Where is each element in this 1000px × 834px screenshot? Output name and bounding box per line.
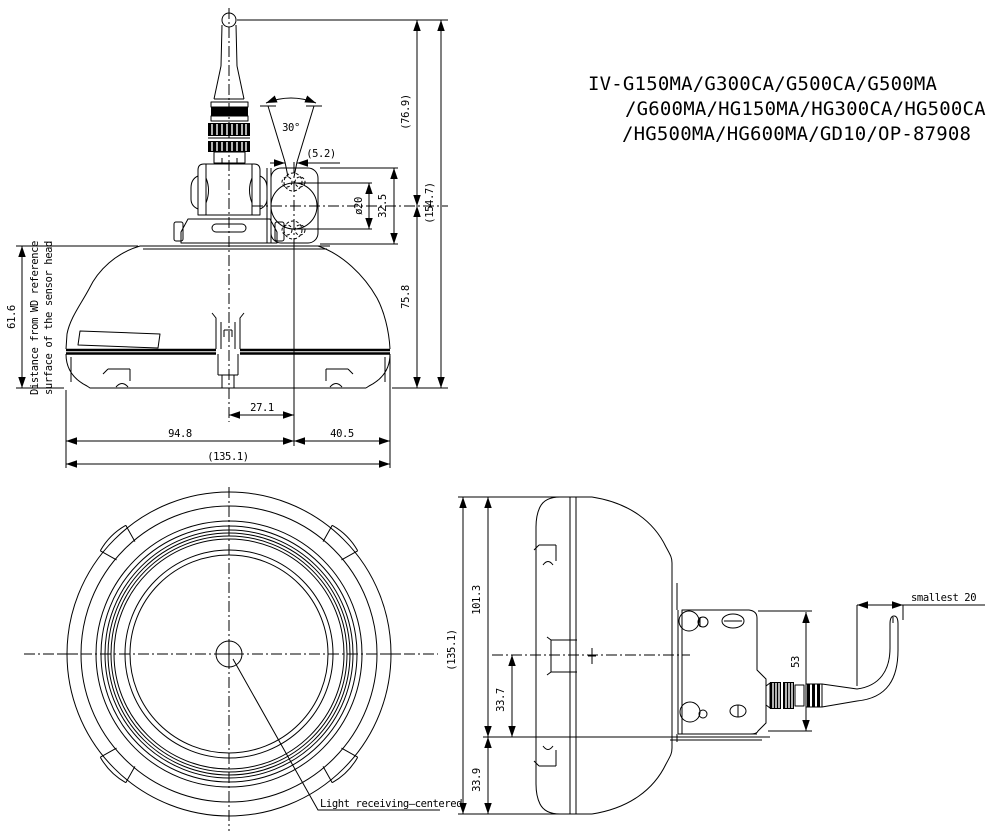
leader-line [233,659,440,810]
leader-label: Light receiving–centered [320,798,463,810]
dim-side-upper-height: 101.3 [471,585,483,615]
bracket-hole-bottom [680,702,700,722]
knurled-ring-1 [208,123,250,136]
hook-right [326,369,353,387]
dim-overall-width: (135.1) [207,451,249,463]
side-connector [766,682,857,709]
clip-top [534,545,556,565]
dim-side-center-height: 33.7 [495,688,507,712]
side-view [446,497,985,814]
dim-angle: 30° [282,122,300,134]
title-line-2: /G600MA/HG150MA/HG300CA/HG500CA [625,98,986,120]
dim-boss-diameter: ø20 [353,197,365,215]
title-line-3: /HG500MA/HG600MA/GD10/OP-87908 [622,123,972,145]
dim-bracket-height: 32.5 [377,194,389,218]
dim-center-to-ref: 75.8 [400,285,412,309]
label-sticker [78,331,160,348]
front-view [24,487,462,831]
cable-bend [857,616,898,701]
title-block [588,73,986,145]
angle-dimension [260,98,322,177]
dim-side-overall-height: (135.1) [446,629,458,671]
knurled-ring-2 [208,141,250,152]
note-line-1: Distance from WD reference [29,241,41,395]
sensor-dome [66,246,390,388]
dim-left-width: 94.8 [168,428,192,440]
dim-center-offset: 27.1 [250,402,274,414]
dim-overall-height: (154.7) [424,182,436,224]
title-line-1: IV-G150MA/G300CA/G500CA/G500MA [588,73,938,95]
hook-left [103,369,130,387]
dim-screw-pitch: (5.2) [306,148,336,160]
dim-cable-to-center: (76.9) [400,94,412,130]
dim-bend-radius: smallest 20 [911,592,977,604]
dim-right-width: 40.5 [330,428,354,440]
clip-bottom [534,746,556,766]
center-notch [547,637,596,675]
note-line-2: surface of the sensor head [43,241,55,395]
top-view [6,8,448,468]
dim-side-lower-height: 33.9 [471,768,483,792]
side-bracket [670,610,766,740]
dim-wd-distance: 61.6 [6,305,18,329]
dim-side-bracket-height: 53 [790,656,802,668]
